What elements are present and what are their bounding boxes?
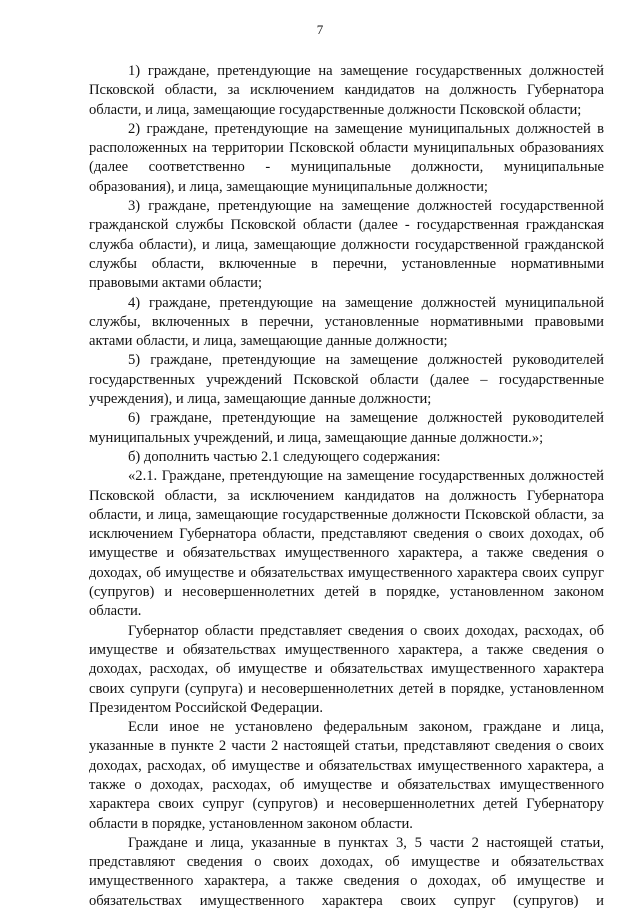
- paragraph-amendment-b: б) дополнить частью 2.1 следующего содержания:: [128, 448, 441, 465]
- paragraph-item-1: 1) граждане, претендующие на замещение государственных должностей Псковской области, за исключением кандидатов на должность Губернатора области, и лица, замещающие государственные должности Псковской области;: [89, 63, 604, 118]
- paragraph-governor: Губернатор области представляет сведения о своих доходах, расходах, об имуществе и обязательствах имущественного характера, а также сведения о доходах, расходах, об имуществе и обязательствах имущественного характера своих супруги (супруга) и несовершеннолетних детей в порядке, установленном Президентом Российской Федерации.: [89, 622, 604, 716]
- paragraph-item-3: 3) граждане, претендующие на замещение должностей государственной гражданской службы Псковской области (далее - государственная гражданская служба области), и лица, замещающие должности государственной гражданской службы области, включенные в перечни, установленные нормативными правовыми актами области;: [89, 198, 604, 292]
- paragraph-items-3-5: Граждане и лица, указанные в пунктах 3, 5 части 2 настоящей статьи, представляют сведения о своих доходах, об имуществе и обязательствах имущественного характера, а также сведения о доходах, об имуществе и обязательствах имущественного характера своих супруг (супругов) и: [89, 834, 604, 909]
- paragraph-municipal: Если иное не установлено федеральным законом, граждане и лица, указанные в пункте 2 части 2 настоящей статьи, представляют сведения о своих доходах, расходах, об имуществе и обязательствах имущественного характера, а также о доходах, расходах, об имуществе и обязательствах имущественного характера своих супруг (супругов) и несовершеннолетних детей Губернатору области в порядке, установленном законом области.: [89, 719, 604, 832]
- paragraph-item-4: 4) граждане, претендующие на замещение должностей муниципальной службы, включенных в перечни, установленные нормативными правовыми актами области, и лица, замещающие данные должности;: [89, 294, 604, 350]
- document-body: [89, 62, 604, 911]
- paragraph-item-6: 6) граждане, претендующие на замещение должностей руководителей муниципальных учреждений, и лица, замещающие данные должности.»;: [89, 410, 604, 446]
- paragraph-part-2-1: «2.1. Граждане, претендующие на замещение государственных должностей Псковской области, за исключением кандидатов на должность Губернатора области, и лица, замещающие государственные должности Псковской области, за исключением Губернатора области, представляют сведения о своих доходах, об имуществе и обязательствах имущественного характера, а также сведения о доходах, об имуществе и обязательствах имущественного характера своих супруг (супругов) и несовершеннолетних детей в порядке, установленном законом области.: [89, 468, 604, 620]
- paragraph-item-2: 2) граждане, претендующие на замещение муниципальных должностей в расположенных на территории Псковской области муниципальных образованиях (далее соответственно - муниципальные должности, муниципальные образования), и лица, замещающие муниципальные должности;: [89, 120, 604, 195]
- paragraph-item-5: 5) граждане, претендующие на замещение должностей руководителей государственных учреждений Псковской области (далее – государственные учреждения), и лица, замещающие данные должности;: [89, 352, 604, 408]
- page-number: 7: [316, 22, 324, 37]
